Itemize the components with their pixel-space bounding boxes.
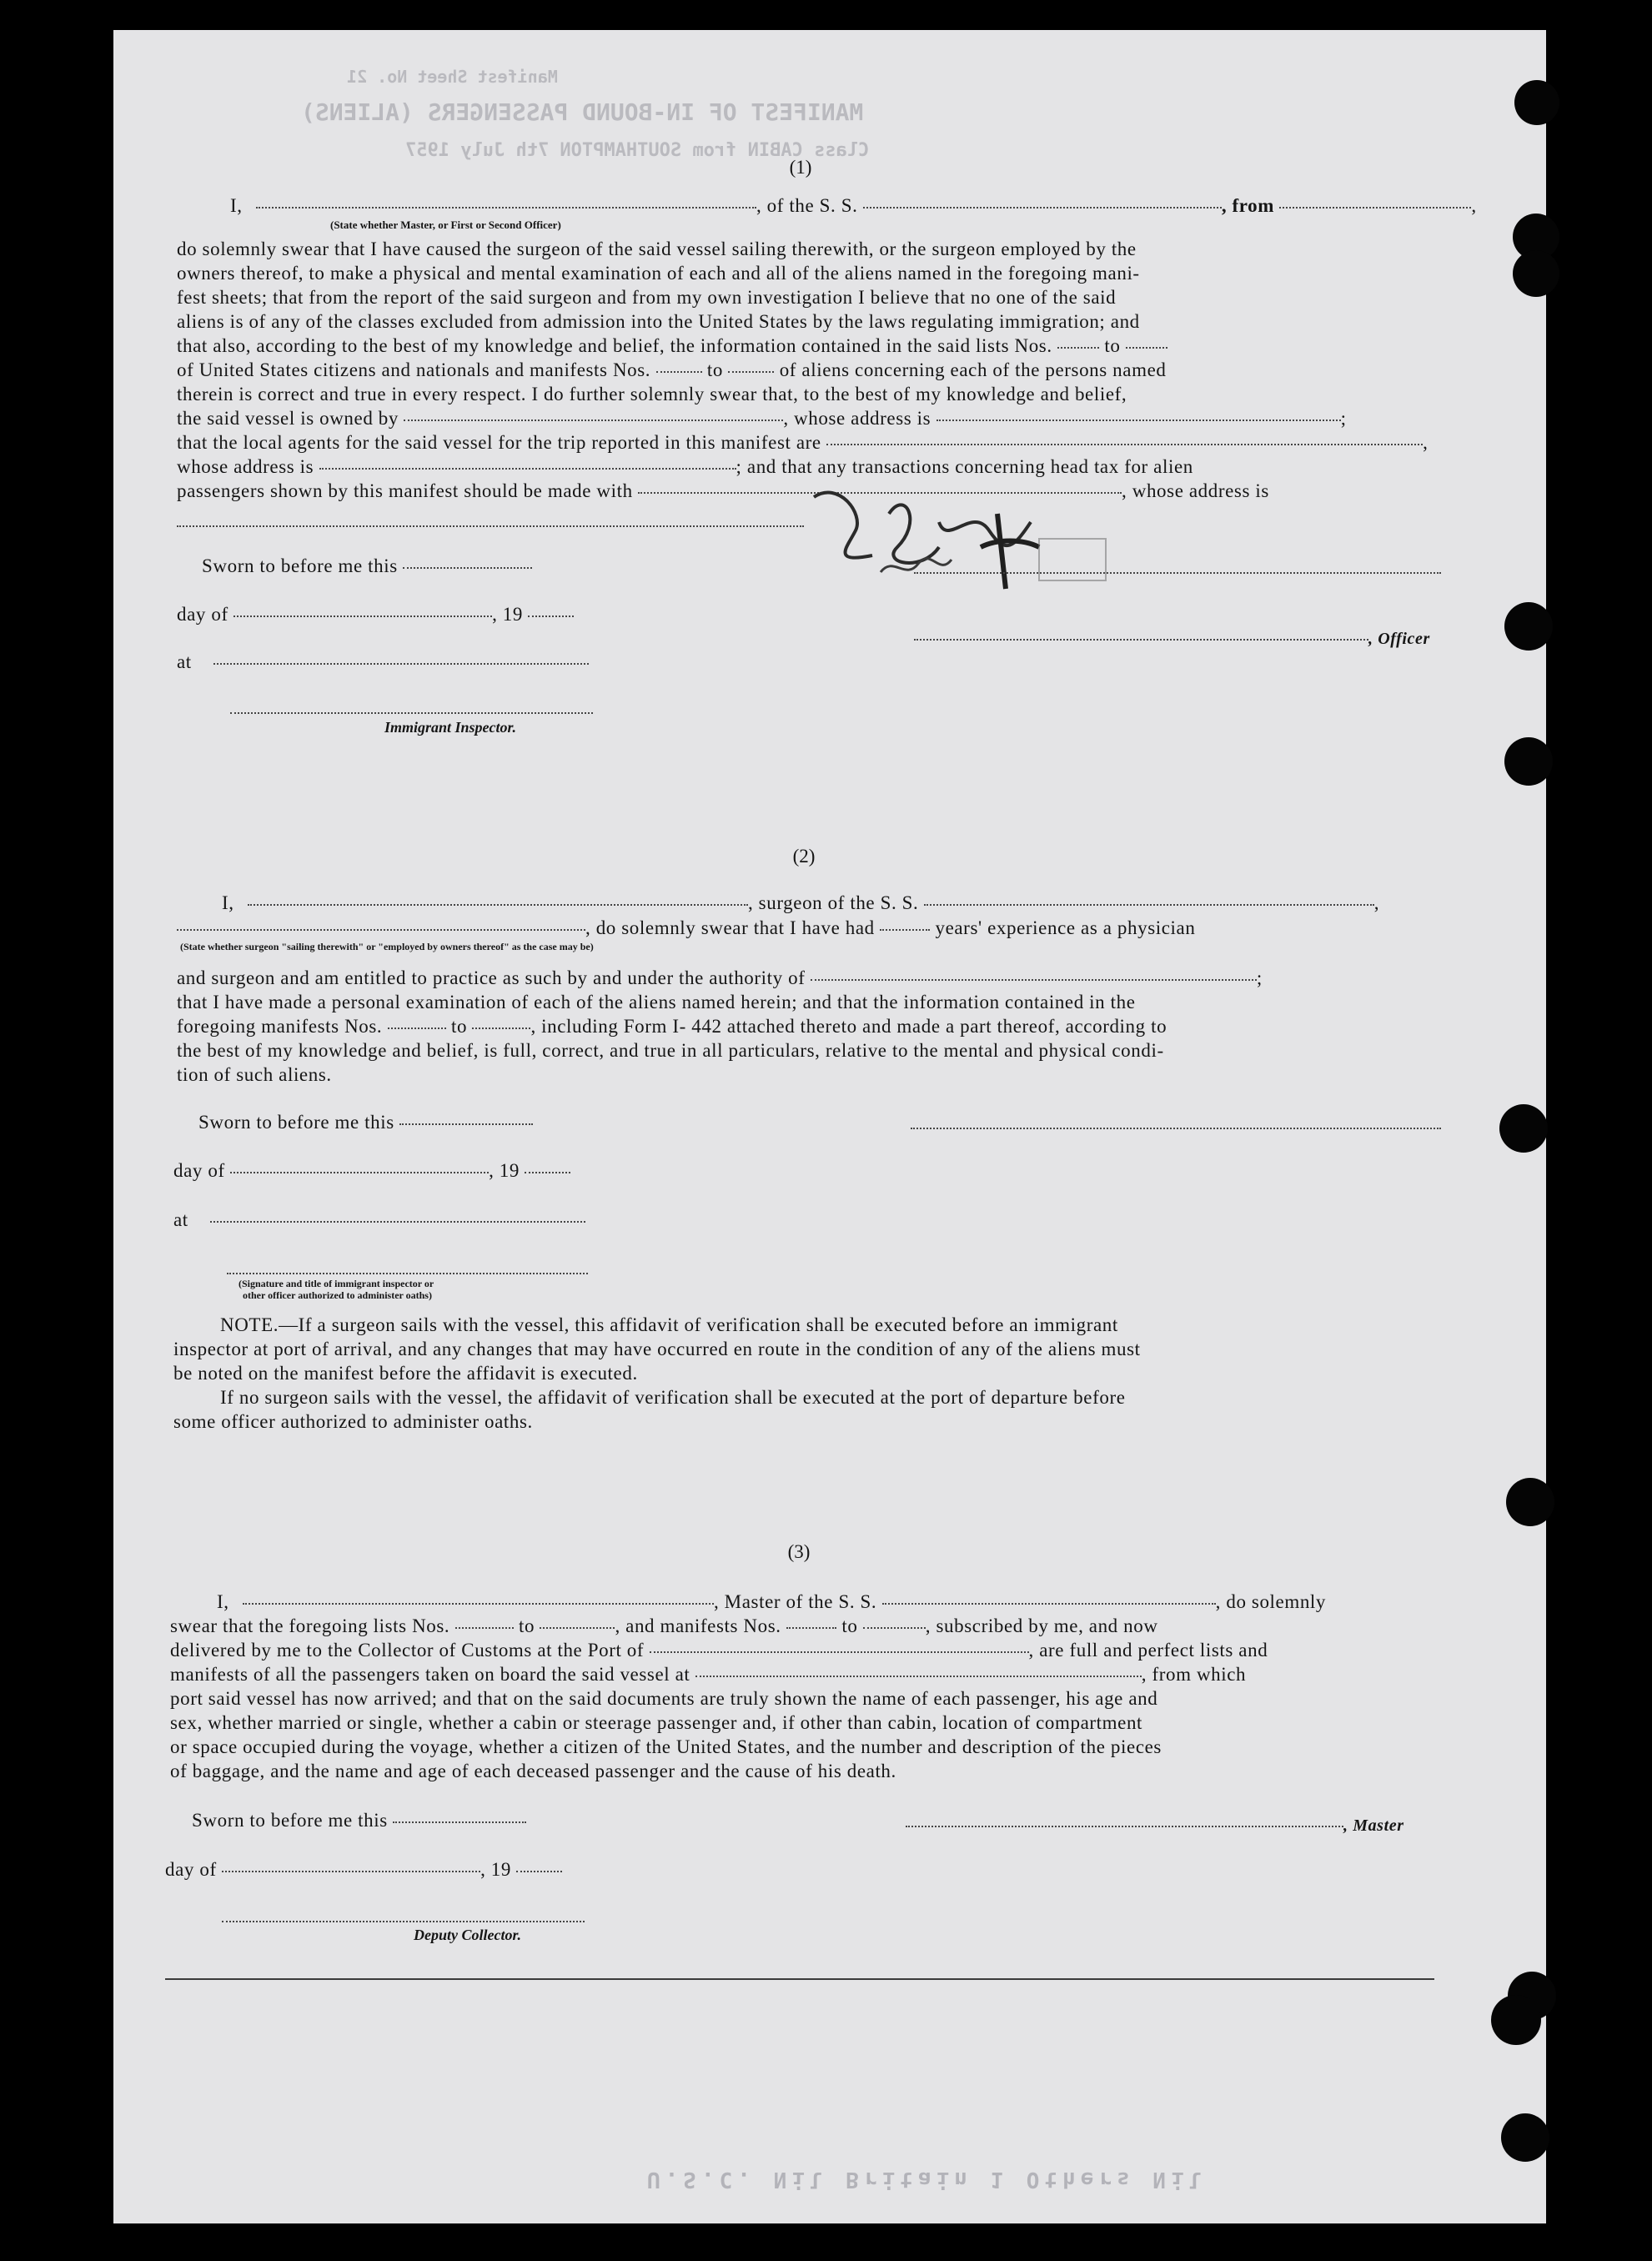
s2-line-swear: , do solemnly swear that I have had years' experience as a physician [177, 917, 1195, 939]
s2-inspector-line [227, 1273, 588, 1274]
s3-line-7: of baggage, and the name and age of each deceased passenger and the cause of his death. [170, 1761, 896, 1781]
s1-line-2: owners thereof, to make a physical and mental examination of each and all of the aliens named in the foregoing mani- [177, 263, 1140, 284]
s1-line-5: that also, according to the best of my knowledge and belief, the information contained in the said lists Nos. to [177, 335, 1167, 357]
address-blank [177, 525, 804, 527]
punch-hole [1513, 250, 1559, 297]
from-label: , from [1221, 195, 1275, 216]
punch-hole [1491, 1995, 1541, 2045]
s3-line-3: manifests of all the passengers taken on board the said vessel at , from which [170, 1664, 1247, 1685]
note-line-4: If no surgeon sails with the vessel, the affidavit of verification shall be executed at the port of departure before [220, 1387, 1126, 1408]
bleed-through-footer: U.S.C. Nil Britain 1 Others Nil [647, 2167, 1208, 2192]
s1-officer-line [914, 627, 1430, 649]
deputy-collector-label: Deputy Collector. [414, 1927, 521, 1943]
s3-line-6: or space occupied during the voyage, whether a citizen of the United States, and the number and description of the pieces [170, 1736, 1162, 1757]
s2-line-1: and surgeon and am entitled to practice as such by and under the authority of ; [177, 967, 1263, 988]
s2-line-5: tion of such aliens. [177, 1064, 332, 1085]
note-line-2: inspector at port of arrival, and any changes that may have occurred en route in the condition of any of the aliens must [173, 1339, 1141, 1359]
s2-sworn: Sworn to before me this [198, 1112, 533, 1133]
s1-line-6: of United States citizens and nationals and manifests Nos. to of aliens concerning each of the persons named [177, 359, 1167, 380]
section-1-number: (1) [789, 157, 812, 178]
s2-line-4: the best of my knowledge and belief, is full, correct, and true in all particulars, relative to the mental and physical condi- [177, 1040, 1164, 1061]
bleed-through-title: MANIFEST OF IN-BOUND PASSENGERS (ALIENS) [301, 98, 864, 126]
s3-master-line [906, 1814, 1404, 1836]
s1-signature-line [914, 572, 1441, 574]
s2-line-2: that I have made a personal examination of each of the aliens named herein; and that the information contained in the [177, 992, 1136, 1012]
s2-day-of: day of , 19 [173, 1160, 570, 1182]
immigrant-inspector-label: Immigrant Inspector. [384, 719, 517, 736]
handwritten-signature [781, 464, 1131, 605]
s2-line-surgeon: I, , surgeon of the S. S. , [222, 892, 1380, 913]
s2-at: at [173, 1209, 585, 1231]
note-line-5: some officer authorized to administer oaths. [173, 1411, 533, 1432]
s1-inspector-line [230, 712, 593, 714]
punch-hole [1506, 1478, 1554, 1526]
section-3-number: (3) [787, 1541, 811, 1562]
punch-hole [1504, 737, 1553, 786]
punch-hole [1501, 2113, 1549, 2162]
s1-sworn: Sworn to before me this [202, 555, 532, 577]
s3-sworn: Sworn to before me this [192, 1810, 526, 1831]
i-label: I, [230, 195, 243, 216]
section-1-officer-line: I, , of the S. S. , from , [230, 195, 1477, 216]
s3-line-2: delivered by me to the Collector of Customs at the Port of , are full and perfect lists and [170, 1640, 1268, 1661]
punch-hole [1499, 1104, 1548, 1153]
master-label: , Master [1343, 1816, 1404, 1835]
s1-line-11: passengers shown by this manifest should be made with , whose address is [177, 480, 1269, 501]
s1-line-1: do solemnly swear that I have caused the surgeon of the said vessel sailing therewith, or the surgeon employed by the [177, 239, 1137, 259]
officer-label: , Officer [1368, 630, 1430, 648]
s1-line-10: whose address is ; and that any transactions concerning head tax for alien [177, 456, 1193, 477]
s2-signature-line [911, 1128, 1441, 1129]
s3-line-master: I, , Master of the S. S. , do solemnly [217, 1591, 1327, 1612]
bottom-rule [165, 1978, 1434, 1980]
sig-note-2: other officer authorized to administer oaths) [243, 1289, 432, 1301]
s1-line-8: the said vessel is owned by , whose address is ; [177, 408, 1347, 429]
s1-line-3: fest sheets; that from the report of the said surgeon and from my own investigation I believe that no one of the said [177, 287, 1117, 308]
s3-line-1: swear that the foregoing lists Nos. to , and manifests Nos. to , subscribed by me, and now [170, 1615, 1158, 1636]
s3-line-4: port said vessel has now arrived; and that on the said documents are truly shown the name of each passenger, his age and [170, 1688, 1158, 1709]
s1-day-of: day of , 19 [177, 604, 574, 626]
officer-note: (State whether Master, or First or Second Officer) [330, 219, 561, 231]
s1-line-9: that the local agents for the said vessel for the trip reported in this manifest are , [177, 432, 1429, 453]
s3-line-5: sex, whether married or single, whether a cabin or steerage passenger and, if other than cabin, location of compartment [170, 1712, 1143, 1733]
s2-line-3: foregoing manifests Nos. to , including Form I- 442 attached thereto and made a part thereof, according to [177, 1016, 1167, 1037]
punch-hole [1504, 602, 1553, 651]
punch-hole [1514, 80, 1559, 125]
s1-line-7: therein is correct and true in every respect. I do further solemnly swear that, to the best of my knowledge and belief, [177, 384, 1127, 404]
surgeon-note: (State whether surgeon "sailing therewith" or "employed by owners thereof" as the case may be) [180, 941, 594, 952]
note-line-1: NOTE.—If a surgeon sails with the vessel, this affidavit of verification shall be executed before an immigrant [220, 1314, 1118, 1335]
sig-note-1: (Signature and title of immigrant inspector or [239, 1278, 434, 1289]
s1-line-4: aliens is of any of the classes excluded from admission into the United States by the laws regulating immigration; and [177, 311, 1140, 332]
of-ss-label: , of the S. S. [756, 195, 858, 216]
s3-collector-line [222, 1921, 585, 1922]
s1-at: at [177, 651, 589, 673]
bleed-through-class: Class CABIN from SOUTHAMPTON 7th July 1957 [405, 140, 870, 161]
form-page [113, 30, 1546, 2223]
section-2-number: (2) [792, 846, 816, 867]
s3-day-of: day of , 19 [165, 1859, 562, 1881]
note-line-3: be noted on the manifest before the affidavit is executed. [173, 1363, 638, 1384]
bleed-through-subline: Manifest Sheet No. 21 [347, 67, 558, 87]
